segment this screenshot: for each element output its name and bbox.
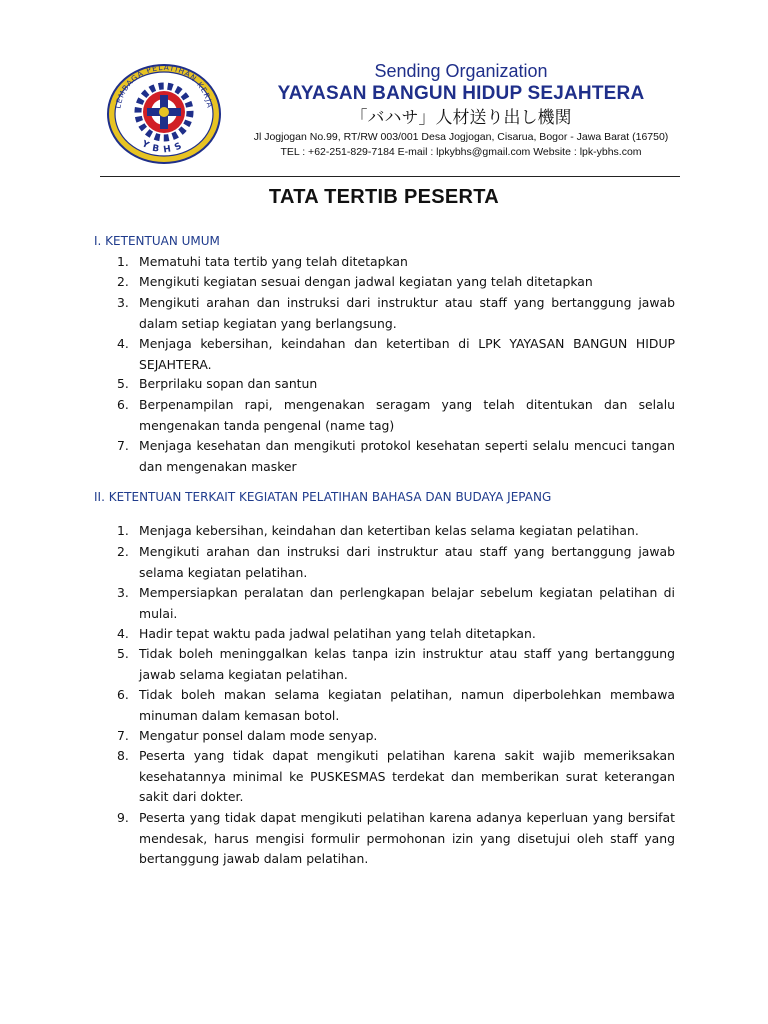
organization-info [246,60,676,160]
org-subtitle: Sending Organization [374,61,548,81]
list-item: 4. Hadir tepat waktu pada jadwal pelatihan yang telah ditetapkan. [117,626,536,641]
org-contact: TEL : +62-251-829-7184 E-mail : lpkybhs@gmail.com Website : lpk-ybhs.com [280,146,642,158]
list-item: 1. Mematuhi tata tertib yang telah ditetapkan [117,254,408,269]
org-address: Jl Jogjogan No.99, RT/RW 003/001 Desa Jogjogan, Cisarua, Bogor - Jawa Barat (16750) [253,131,669,143]
list-item: 3. Mengikuti arahan dan instruksi dari instruktur atau staff yang bertanggung jawab dalam setiap kegiatan yang berlangsung. [117,295,675,331]
list-item: 9. Peserta yang tidak dapat mengikuti pelatihan karena adanya keperluan yang bersifat mendesak, harus mengisi formulir permohonan izin yang disetujui oleh staff yang bertanggung jawab dalam pelatihan. [117,810,675,866]
list-item: 7. Mengatur ponsel dalam mode senyap. [117,728,378,743]
list-item: 5. Tidak boleh meninggalkan kelas tanpa izin instruktur atau staff yang bertanggung jawab selama kegiatan pelatihan. [117,646,675,682]
letterhead [96,56,676,174]
section-heading: I. KETENTUAN UMUM [94,234,220,248]
list-item: 6. Berpenampilan rapi, mengenakan seragam yang telah ditentukan dan selalu mengenakan tanda pengenal (name tag) [117,397,675,433]
list-item: 7. Menjaga kesehatan dan mengikuti protokol kesehatan seperti selalu mencuci tangan dan mengenakan masker [117,438,675,474]
list-item: 8. Peserta yang tidak dapat mengikuti pelatihan karena sakit wajib memeriksakan kesehatannya minimal ke PUSKESMAS terdekat dan memberikan surat keterangan sakit dari dokter. [117,748,675,804]
list-item: 5. Berprilaku sopan dan santun [117,376,318,391]
org-japanese-name: 「バハサ」人材送り出し機関 [350,108,572,128]
logo-ring-text: LEMBAGA PELATIHAN KERJA [113,62,215,110]
list-item: 6. Tidak boleh makan selama kegiatan pelatihan, namun diperbolehkan membawa minuman dalam kemasan botol. [117,687,675,723]
section-heading: II. KETENTUAN TERKAIT KEGIATAN PELATIHAN BAHASA DAN BUDAYA JEPANG [94,490,552,504]
list-item: 3. Mempersiapkan peralatan dan perlengkapan belajar sebelum kegiatan pelatihan di mulai. [117,585,675,621]
header-divider [100,176,680,177]
page-title: TATA TERTIB PESERTA [268,186,500,208]
list-item: 4. Menjaga kebersihan, keindahan dan ketertiban di LPK YAYASAN BANGUN HIDUP SEJAHTERA. [117,336,675,372]
logo-bottom-text: YBHS [140,139,188,156]
list-item: 1. Menjaga kebersihan, keindahan dan ketertiban kelas selama kegiatan pelatihan. [117,523,639,538]
list-item: 2. Mengikuti arahan dan instruksi dari instruktur atau staff yang bertanggung jawab selama kegiatan pelatihan. [117,544,675,580]
org-name: YAYASAN BANGUN HIDUP SEJAHTERA [277,83,645,104]
ybhs-logo-icon [104,62,224,166]
list-item: 2. Mengikuti kegiatan sesuai dengan jadwal kegiatan yang telah ditetapkan [117,274,593,289]
